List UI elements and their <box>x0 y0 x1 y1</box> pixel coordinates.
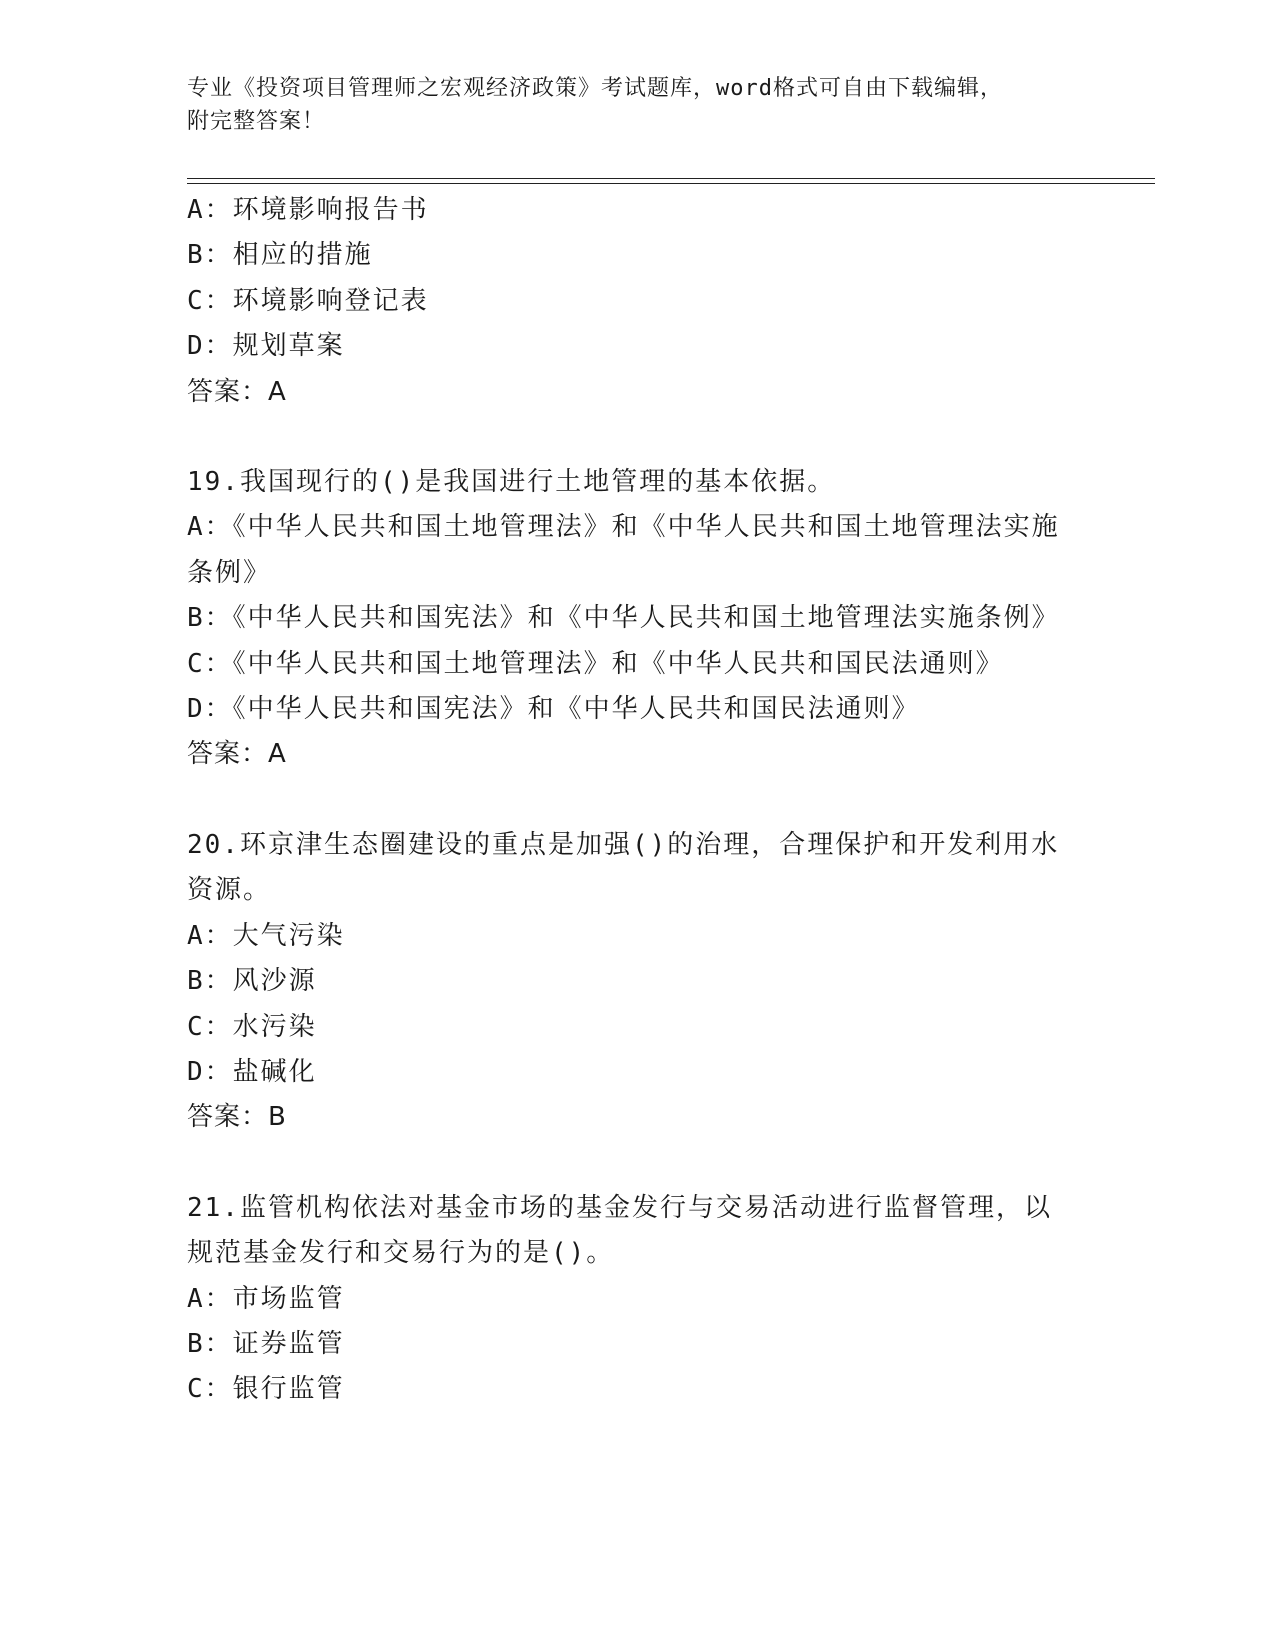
option-b: B：证券监管 <box>187 1328 345 1359</box>
answer: 答案：A <box>187 739 287 770</box>
question-21 <box>187 1186 1077 1413</box>
question-19 <box>187 460 1077 778</box>
header-rule-top <box>187 178 1155 179</box>
option-c: C：水污染 <box>187 1011 317 1042</box>
question-text: 19.我国现行的()是我国进行土地管理的基本依据。 <box>187 467 836 498</box>
option-a: A：大气污染 <box>187 920 345 951</box>
option-b: B：《中华人民共和国宪法》和《中华人民共和国土地管理法实施条例》 <box>187 603 1060 634</box>
question-list <box>187 188 1077 1413</box>
option-a: A：环境影响报告书 <box>187 195 429 225</box>
option-c: C：《中华人民共和国土地管理法》和《中华人民共和国民法通则》 <box>187 648 1004 679</box>
question-18 <box>187 188 1077 415</box>
header-line-1: 专业《投资项目管理师之宏观经济政策》考试题库，word格式可自由下载编辑， <box>187 76 1003 101</box>
option-b: B：风沙源 <box>187 966 317 997</box>
header-line-2: 附完整答案！ <box>187 109 326 134</box>
question-text: 21.监管机构依法对基金市场的基金发行与交易活动进行监督管理，以规范基金发行和交易行为的是()。 <box>187 1192 1052 1269</box>
option-d: D：盐碱化 <box>187 1056 317 1087</box>
option-a: A：市场监管 <box>187 1283 345 1314</box>
answer: 答案：A <box>187 376 287 407</box>
option-d: D：《中华人民共和国宪法》和《中华人民共和国民法通则》 <box>187 694 920 725</box>
header-rule-bottom <box>187 183 1155 184</box>
option-c: C：银行监管 <box>187 1374 345 1405</box>
option-d: D：规划草案 <box>187 331 345 362</box>
question-20 <box>187 823 1077 1141</box>
option-c: C：环境影响登记表 <box>187 285 429 316</box>
option-b: B：相应的措施 <box>187 240 373 271</box>
document-header <box>187 72 1067 138</box>
answer: 答案：B <box>187 1102 287 1133</box>
question-text: 20.环京津生态圈建设的重点是加强()的治理，合理保护和开发利用水资源。 <box>187 829 1060 906</box>
option-a: A：《中华人民共和国土地管理法》和《中华人民共和国土地管理法实施条例》 <box>187 512 1060 588</box>
